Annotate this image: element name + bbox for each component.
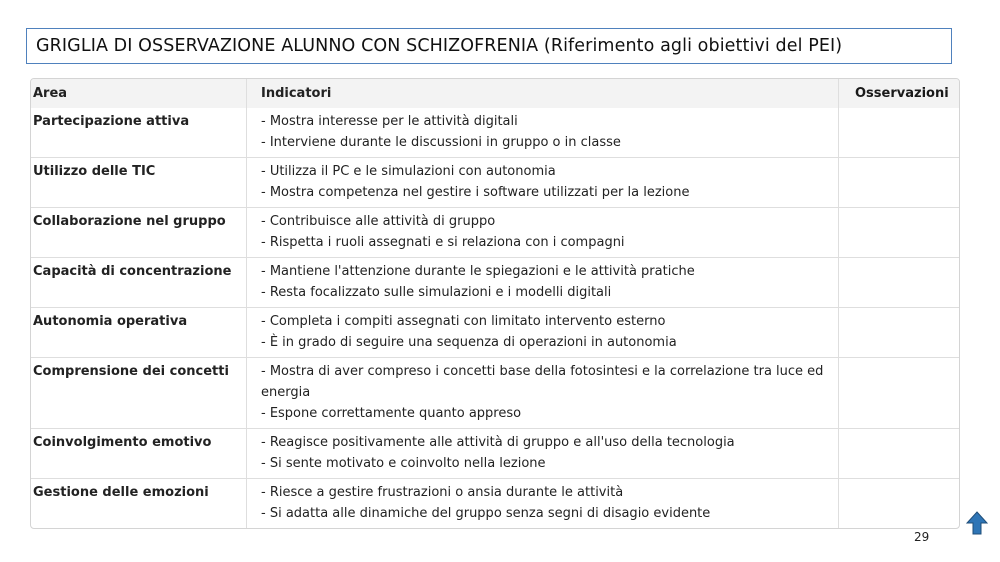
page-number: 29 (914, 530, 930, 544)
indicator-line: - Mostra di aver compreso i concetti base della fotosintesi e la correlazione tra luce ed energia (261, 364, 824, 400)
header-indicators: Indicatori (246, 79, 838, 108)
table-row (31, 307, 959, 357)
observations-cell[interactable] (838, 479, 959, 528)
table-row (31, 357, 959, 428)
indicator-line: - Mantiene l'attenzione durante le spiegazioni e le attività pratiche (261, 264, 695, 279)
area-cell: Collaborazione nel gruppo (33, 214, 226, 229)
indicator-line: - Si adatta alle dinamiche del gruppo senza segni di disagio evidente (261, 506, 711, 521)
indicators-cell (246, 308, 838, 357)
observations-cell[interactable] (838, 258, 959, 307)
header-observations: Osservazioni (838, 79, 959, 108)
observation-grid (30, 78, 960, 529)
area-cell: Coinvolgimento emotivo (33, 435, 212, 450)
table-header-row (31, 79, 959, 108)
indicators-cell (246, 429, 838, 478)
indicator-line: - Interviene durante le discussioni in gruppo o in classe (261, 135, 621, 150)
indicator-line: - È in grado di seguire una sequenza di operazioni in autonomia (261, 335, 677, 350)
indicator-line: - Completa i compiti assegnati con limitato intervento esterno (261, 314, 666, 329)
observations-cell[interactable] (838, 208, 959, 257)
area-cell: Capacità di concentrazione (33, 264, 232, 279)
observations-cell[interactable] (838, 308, 959, 357)
observations-cell[interactable] (838, 158, 959, 207)
indicator-line: - Riesce a gestire frustrazioni o ansia durante le attività (261, 485, 624, 500)
table-row (31, 257, 959, 307)
indicators-cell (246, 158, 838, 207)
observations-cell[interactable] (838, 108, 959, 157)
arrow-up-icon[interactable] (966, 511, 988, 535)
indicators-cell (246, 479, 838, 528)
indicators-cell (246, 208, 838, 257)
area-cell: Partecipazione attiva (33, 114, 190, 129)
indicator-line: - Contribuisce alle attività di gruppo (261, 214, 496, 229)
table-row (31, 108, 959, 157)
header-area: Area (33, 86, 68, 101)
area-cell: Comprensione dei concetti (33, 364, 229, 379)
indicators-cell (246, 108, 838, 157)
area-cell: Autonomia operativa (33, 314, 188, 329)
indicator-line: - Espone correttamente quanto appreso (261, 406, 522, 421)
observations-cell[interactable] (838, 358, 959, 428)
indicator-line: - Reagisce positivamente alle attività di gruppo e all'uso della tecnologia (261, 435, 735, 450)
indicator-line: - Resta focalizzato sulle simulazioni e i modelli digitali (261, 285, 612, 300)
indicator-line: - Si sente motivato e coinvolto nella lezione (261, 456, 546, 471)
area-cell: Gestione delle emozioni (33, 485, 209, 500)
indicator-line: - Utilizza il PC e le simulazioni con autonomia (261, 164, 556, 179)
indicator-line: - Mostra competenza nel gestire i software utilizzati per la lezione (261, 185, 690, 200)
table-row (31, 478, 959, 528)
indicator-line: - Rispetta i ruoli assegnati e si relaziona con i compagni (261, 235, 625, 250)
slide-title: GRIGLIA DI OSSERVAZIONE ALUNNO CON SCHIZOFRENIA (Riferimento agli obiettivi del PEI) (26, 28, 952, 64)
indicators-cell (246, 258, 838, 307)
area-cell: Utilizzo delle TIC (33, 164, 156, 179)
table-row (31, 207, 959, 257)
indicators-cell (246, 358, 838, 428)
table-row (31, 428, 959, 478)
table-row (31, 157, 959, 207)
observations-cell[interactable] (838, 429, 959, 478)
indicator-line: - Mostra interesse per le attività digitali (261, 114, 518, 129)
